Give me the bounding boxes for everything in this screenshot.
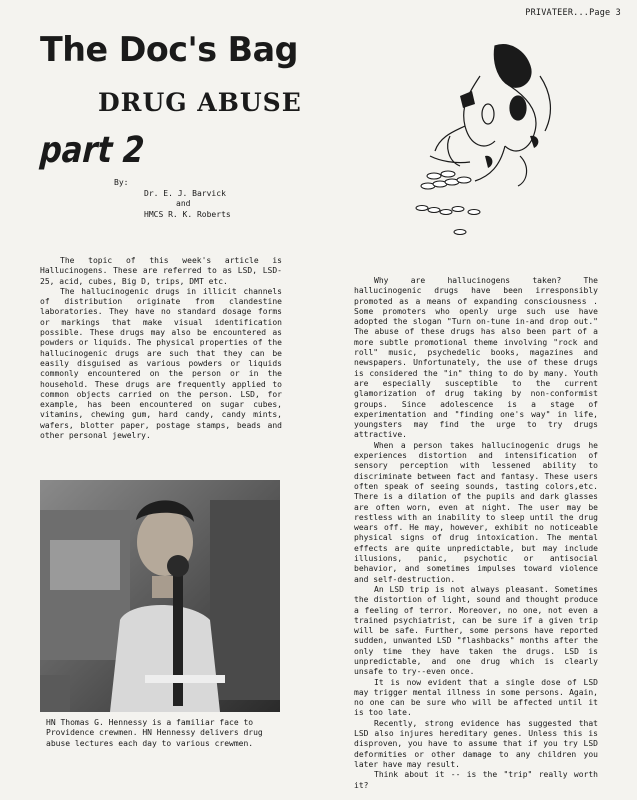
byline — [114, 178, 231, 220]
byline-by: By: — [114, 178, 129, 187]
article-subtitle: DRUG ABUSE — [98, 88, 302, 117]
article-paragraph: Think about it -- is the "trip" really worth it? — [354, 770, 598, 790]
psychedelic-illustration — [400, 36, 560, 246]
article-column-left — [40, 256, 282, 441]
article-paragraph: Recently, strong evidence has suggested that LSD also injures hereditary genes. Unless this is disproven, you have to assume that if you try LSD deformities or other damage to any children you later have may result. — [354, 718, 598, 769]
page-header: PRIVATEER...Page 3 — [525, 8, 621, 18]
article-paragraph: Why are hallucinogens taken? The hallucinogenic drugs have been irresponsibly promoted as a means of expanding consciousness . Some promoters who openly urge such use have adopted the slogan "Turn on-tune in-and drop out." The abuse of these drugs has also been part of a more subtle promotional theme involving "rock and roll" music, psychedelic books, magazines and newspapers. Unfortunately, the use of these drugs is considered the "in" thing to do by many. Youth are especially susceptible to the current glamorization of drug taking by non-conformist groups. Since adolescence is a stage of experimentation and "finding one's way" in life, youngsters may find the urge to try drugs attractive. — [354, 276, 598, 440]
article-paragraph: The topic of this week's article is Hallucinogens. These are referred to as LSD, LSD-25, acid, cubes, Big D, trips, DMT etc. — [40, 256, 282, 286]
byline-and: and — [176, 199, 191, 208]
byline-author-2: HMCS R. K. Roberts — [144, 209, 231, 219]
article-paragraph: An LSD trip is not always pleasant. Sometimes the distortion of light, sound and thought produce a feeling of terror. Moreover, no one, not even a trained psychiatrist, can be sure if a given trip will be safe. Further, some persons have reported sudden, unwanted LSD "flashbacks" months after the only time they have taken the drugs. LSD is unpredictable, and one drug which is clearly unsafe to try--even once. — [354, 584, 598, 677]
photo-caption: HN Thomas G. Hennessy is a familiar face to Providence crewmen. HN Hennessy delivers drug abuse lectures each day to various crewmen. — [46, 718, 263, 748]
article-paragraph: It is now evident that a single dose of LSD may trigger mental illness in some persons. Again, no one can be sure who will be affected until it is too late. — [354, 677, 598, 718]
article-column-right — [354, 276, 598, 791]
article-paragraph: The hallucinogenic drugs in illicit channels of distribution originate from clandestine laboratories. They have no standard dosage forms or markings that make visual identification possible. These drugs may also be encountered as powders or liquids. The physical properties of the hallucinogenic drugs are such that they can be easily disguised as various powders or liquids commonly encountered on the person or in the household. These drugs are frequently applied to common objects carried on the person. LSD, for example, has been encountered on sugar cubes, vitamins, chewing gum, hard candy, candy mints, wafers, blotter paper, postage stamps, beads and other personal jewelry. — [40, 286, 282, 441]
column-title: The Doc's Bag — [40, 30, 298, 70]
byline-author-1: Dr. E. J. Barvick — [144, 188, 226, 198]
part-label: part 2 — [38, 130, 146, 171]
article-paragraph: When a person takes hallucinogenic drugs he experiences distortion and intensification of sensory perception with lessened ability to discriminate between fact and fantasy. These users often speak of seeing sounds, tasting colors,etc. There is a dilation of the pupils and dark glasses are often worn, even at night. The user may be restless with an inability to sleep until the drug wears off. He may, however, exhibit no noticeable physical signs of drug intoxication. The mental effects are quite unpredictable, but may include illusions, panic, psychotic or antisocial behavior, and sometimes impulses toward violence and self-destruction. — [354, 440, 598, 584]
photo-hennessy — [40, 480, 280, 712]
